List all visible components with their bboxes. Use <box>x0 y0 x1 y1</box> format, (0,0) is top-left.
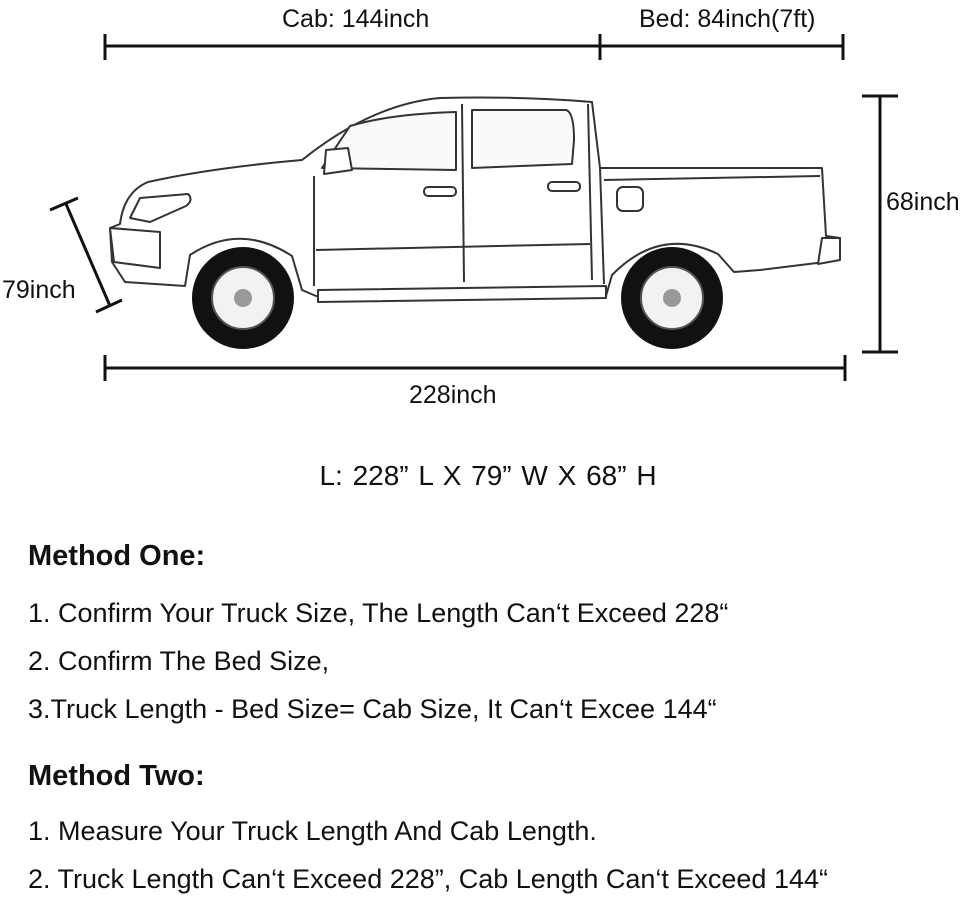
rear-wheel <box>621 247 723 349</box>
method-one-step-3: 3.Truck Length - Bed Size= Cab Size, It Can‘t Excee 144“ <box>28 694 717 724</box>
length-dimension-line <box>105 355 845 381</box>
cab-length-label: Cab: 144inch <box>282 5 430 33</box>
bed-length-label: Bed: 84inch(7ft) <box>639 5 816 33</box>
method-one-title: Method One: <box>28 540 206 572</box>
front-wheel <box>192 247 294 349</box>
method-one-step-1: 1. Confirm Your Truck Size, The Length Can‘t Exceed 228“ <box>28 598 729 628</box>
overall-length-label: 228inch <box>409 381 497 409</box>
height-label: 68inch <box>886 188 960 216</box>
truck-dimension-diagram <box>0 0 976 420</box>
method-one-step-2: 2. Confirm The Bed Size, <box>28 646 330 676</box>
method-two-title: Method Two: <box>28 760 205 792</box>
top-dimension-line <box>105 34 843 60</box>
height-dimension-line <box>862 96 898 352</box>
width-label: 79inch <box>2 276 76 304</box>
dimensions-summary: L: 228” L X 79” W X 68” H <box>319 460 657 491</box>
method-two-step-1: 1. Measure Your Truck Length And Cab Length. <box>28 816 597 846</box>
truck-illustration <box>0 0 976 420</box>
method-two-step-2: 2. Truck Length Can‘t Exceed 228”, Cab Length Can‘t Exceed 144“ <box>28 864 828 894</box>
